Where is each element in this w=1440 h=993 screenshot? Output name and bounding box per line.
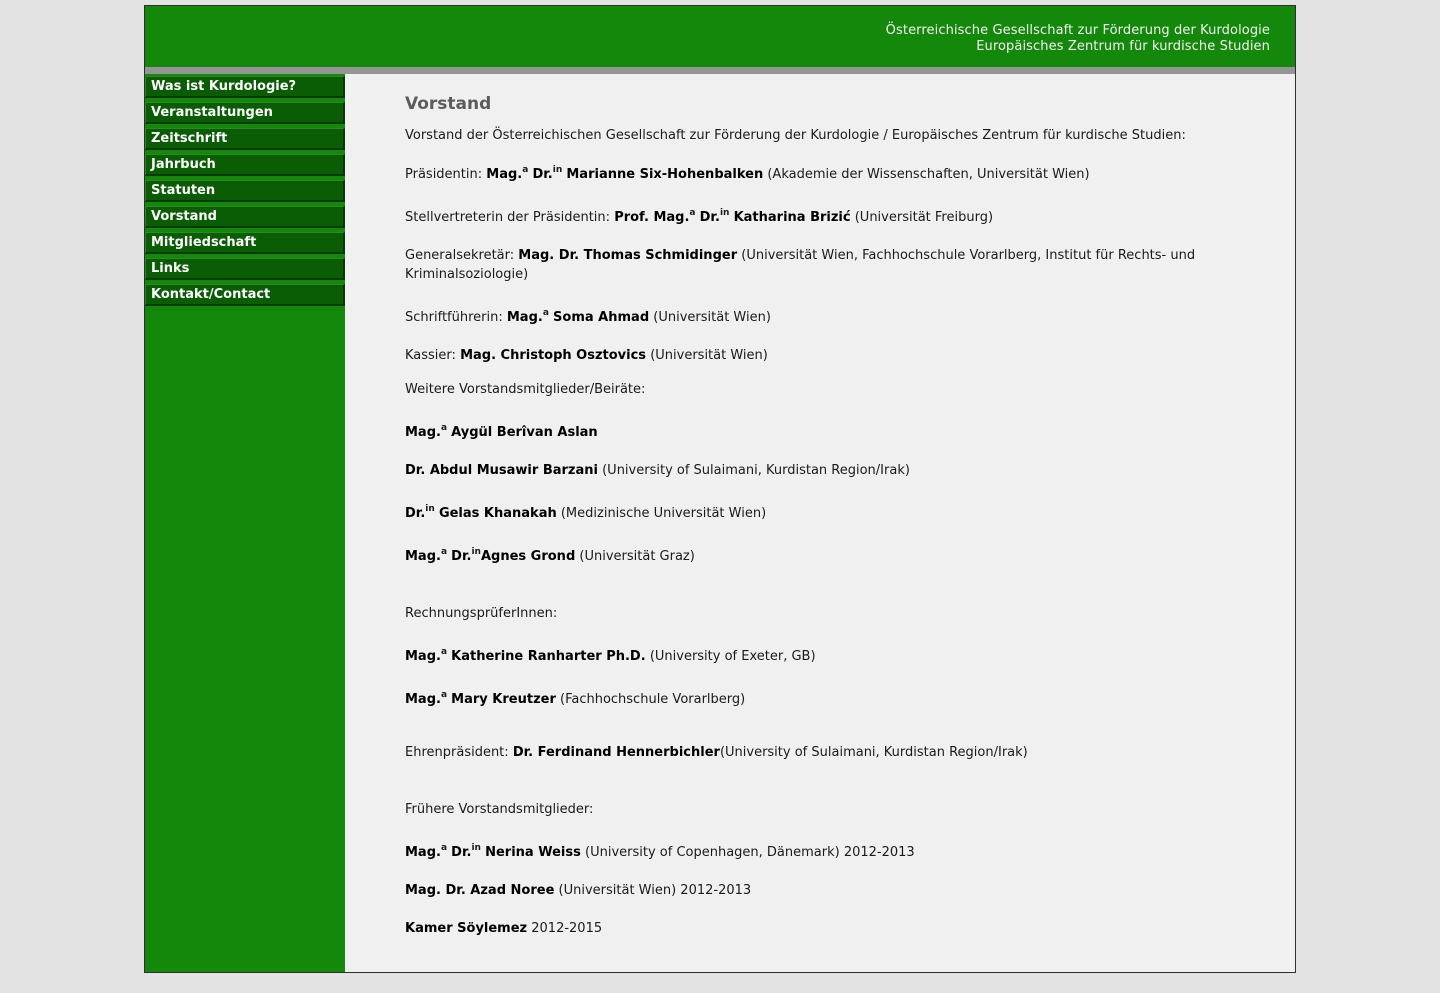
title-suffix: in <box>552 165 563 175</box>
title-suffix: in <box>719 208 730 218</box>
nav-link[interactable]: Links <box>151 261 190 276</box>
title-suffix: a <box>542 308 549 318</box>
member-name: Agnes Grond <box>480 549 576 564</box>
title-prefix: Mag. <box>405 692 441 707</box>
nav-item-statuten[interactable] <box>145 180 345 202</box>
title-prefix: Dr. <box>451 549 472 564</box>
member-ehrenpraesident <box>405 743 1028 762</box>
member-affiliation: (University of Exeter, GB) <box>649 649 816 664</box>
title-suffix: in <box>425 504 435 514</box>
member-affiliation: (Universität Wien) 2012-2013 <box>558 883 752 898</box>
member-name: Kamer Söylemez <box>405 921 528 936</box>
role-label: Präsidentin: <box>405 167 483 182</box>
member-name: Marianne Six-Hohenbalken <box>566 167 764 182</box>
member-name: Mag. Christoph Osztovics <box>460 348 647 363</box>
title-suffix: a <box>522 165 529 175</box>
member-affiliation: (University of Sulaimani, Kurdistan Region/Irak) <box>719 745 1028 760</box>
title-prefix: Mag. <box>405 549 441 564</box>
nav-item-vorstand[interactable] <box>145 206 345 228</box>
title-prefix: Dr. <box>699 210 720 225</box>
member-affiliation: (Fachhochschule Vorarlberg) <box>560 692 746 707</box>
title-prefix: Prof. Mag. <box>614 210 690 225</box>
member-name: Aygül Berîvan Aslan <box>451 425 598 440</box>
nav-item-links[interactable] <box>145 258 345 280</box>
member-affiliation: (Universität Wien) <box>653 310 771 325</box>
member-affiliation: (Universität Graz) <box>579 549 695 564</box>
nav-link[interactable]: Jahrbuch <box>151 157 216 172</box>
member-affiliation: (University of Copenhagen, Dänemark) 2012-2013 <box>585 845 915 860</box>
member-affiliation: (Universität Wien, Fachhochschule Vorarlberg, Institut für Rechts- und Kriminalsoziologie) <box>405 248 1196 282</box>
intro-text: Vorstand der Österreichischen Gesellschaft zur Förderung der Kurdologie / Europäisches Zentrum für kurdische Studien: <box>405 128 1186 143</box>
title-suffix: a <box>440 547 448 557</box>
header-org-subtitle: Europäisches Zentrum für kurdische Studien <box>976 39 1270 54</box>
title-prefix: Dr. <box>532 167 553 182</box>
nav-item-zeitschrift[interactable] <box>145 128 345 150</box>
sidebar <box>145 74 345 972</box>
role-label: Ehrenpräsident: <box>405 745 509 760</box>
site-header <box>145 6 1295 67</box>
member-name: Soma Ahmad <box>553 310 650 325</box>
member-name: Mag. Dr. Azad Noree <box>405 883 555 898</box>
role-label: Generalsekretär: <box>405 248 515 263</box>
member-name: Mag. Dr. Thomas Schmidinger <box>518 248 738 263</box>
nav-link[interactable]: Zeitschrift <box>151 131 228 146</box>
title-prefix: Dr. <box>451 845 472 860</box>
sidebar-nav <box>145 76 345 310</box>
member-affiliation: (Medizinische Universität Wien) <box>560 506 767 521</box>
title-suffix: a <box>440 423 448 433</box>
member-affiliation: (Akademie der Wissenschaften, Universität Wien) <box>767 167 1090 182</box>
title-suffix: in <box>471 843 481 853</box>
nav-link[interactable]: Statuten <box>151 183 216 198</box>
member-name: Gelas Khanakah <box>438 506 557 521</box>
nav-link[interactable]: Was ist Kurdologie? <box>151 79 297 94</box>
title-prefix: Mag. <box>486 167 523 182</box>
page-title: Vorstand <box>405 94 492 114</box>
member-soylemez <box>405 919 602 938</box>
member-kreutzer <box>405 690 745 709</box>
member-aslan <box>405 423 598 442</box>
nav-item-mitgliedschaft[interactable] <box>145 232 345 254</box>
member-weiss <box>405 843 915 862</box>
nav-item-kontakt[interactable] <box>145 284 345 306</box>
nav-link[interactable]: Vorstand <box>151 209 217 224</box>
section-heading-weitere: Weitere Vorstandsmitglieder/Beiräte: <box>405 382 646 397</box>
member-noree <box>405 881 751 900</box>
member-kassier <box>405 346 768 365</box>
title-prefix: Dr. <box>405 506 426 521</box>
member-praesidentin <box>405 165 1090 184</box>
role-label: Kassier: <box>405 348 456 363</box>
header-divider <box>145 67 1295 74</box>
section-heading-rechnung: RechnungsprüferInnen: <box>405 606 558 621</box>
nav-item-was-ist-kurdologie[interactable] <box>145 76 345 98</box>
nav-item-veranstaltungen[interactable] <box>145 102 345 124</box>
member-affiliation: (University of Sulaimani, Kurdistan Region/Irak) <box>602 463 910 478</box>
member-name: Dr. Abdul Musawir Barzani <box>405 463 598 478</box>
header-org-name: Österreichische Gesellschaft zur Förderung der Kurdologie <box>885 23 1270 38</box>
title-prefix: Mag. <box>506 310 543 325</box>
nav-item-jahrbuch[interactable] <box>145 154 345 176</box>
section-heading-frueher: Frühere Vorstandsmitglieder: <box>405 802 594 817</box>
member-generalsekretaer <box>405 246 1235 284</box>
role-label: Stellvertreterin der Präsidentin: <box>405 210 611 225</box>
nav-link[interactable]: Veranstaltungen <box>151 105 273 120</box>
title-suffix: a <box>440 647 448 657</box>
title-suffix: in <box>471 547 481 557</box>
page-container <box>144 5 1296 973</box>
title-suffix: a <box>689 208 696 218</box>
member-name: Mary Kreutzer <box>451 692 556 707</box>
title-prefix: Mag. <box>405 845 441 860</box>
member-schriftfuehrerin <box>405 308 771 327</box>
member-stellvertreterin <box>405 208 993 227</box>
title-prefix: Mag. <box>405 649 441 664</box>
member-name: Katherine Ranharter Ph.D. <box>451 649 646 664</box>
nav-link[interactable]: Mitgliedschaft <box>151 235 257 250</box>
member-khanakah <box>405 504 766 523</box>
member-ranharter <box>405 647 816 666</box>
member-affiliation: (Universität Wien) <box>650 348 768 363</box>
title-suffix: a <box>440 843 448 853</box>
title-suffix: a <box>440 690 448 700</box>
title-prefix: Mag. <box>405 425 441 440</box>
member-barzani <box>405 461 910 480</box>
nav-link[interactable]: Kontakt/Contact <box>151 287 271 302</box>
member-affiliation: 2012-2015 <box>531 921 603 936</box>
member-name: Katharina Brizić <box>733 210 851 225</box>
member-grond <box>405 547 695 566</box>
member-name: Dr. Ferdinand Hennerbichler <box>512 745 720 760</box>
member-name: Nerina Weiss <box>485 845 581 860</box>
member-affiliation: (Universität Freiburg) <box>854 210 994 225</box>
role-label: Schriftführerin: <box>405 310 503 325</box>
